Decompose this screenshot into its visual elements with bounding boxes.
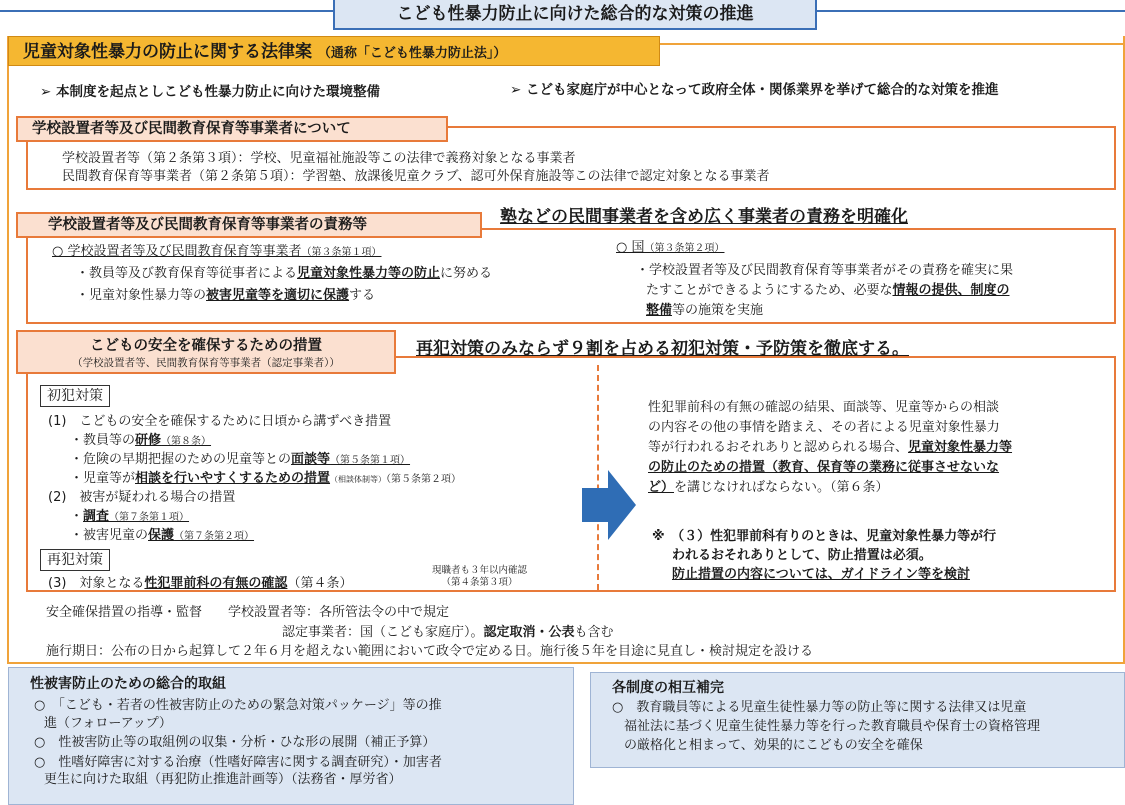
measure-note-1: ※ （３）性犯罪前科有りのときは、児童対象性暴力等が行 xyxy=(652,529,997,544)
measure-2b-a: ・被害児童の xyxy=(70,528,149,543)
measure-3-note xyxy=(432,565,527,589)
bottom-left-item-1: ○ 「こども・若者の性被害防止のための緊急対策パッケージ」等の推 xyxy=(34,698,442,713)
duty-right-line-3-a: 整備 xyxy=(646,303,673,318)
bottom-left-item-3-cont: 更生に向けた取組（再犯防止推進計画等）（法務省・厚労省） xyxy=(44,772,402,787)
measure-right-line-5-a: ど） xyxy=(648,480,675,495)
duty-left-line-1-c: に努める xyxy=(440,266,493,281)
section3-banner: 再犯対策のみならず９割を占める初犯対策・予防策を徹底する。 xyxy=(416,339,909,359)
measure-right-line-5-b: を講じなければならない。（第６条） xyxy=(674,480,889,495)
measure-1c xyxy=(70,470,461,489)
bottom-left-heading: 性被害防止のための総合的取組 xyxy=(30,676,226,692)
measure-3-note-2: （第４条第３項） xyxy=(441,577,518,588)
supervision-line-2-a: 認定事業者：国（こども家庭庁）。 xyxy=(282,625,484,640)
measure-1c-c: （相談体制等） xyxy=(330,475,387,484)
measure-right-line-5 xyxy=(648,478,1012,498)
duty-left-title xyxy=(52,243,381,262)
bottom-right-item-1-cont-1: 福祉法に基づく児童生徒性暴力等を行った教育職員や保育士の資格管理 xyxy=(624,719,1041,734)
duty-left-line-1-a: ・教員等及び教育保育等従事者による xyxy=(76,266,298,281)
measure-1c-a: ・児童等が xyxy=(70,471,136,486)
duty-left-title-ref: （第３条第１項） xyxy=(301,247,382,258)
section3-heading: こどもの安全を確保するための措置 xyxy=(90,338,322,354)
measure-1a-c: （第８条） xyxy=(161,436,212,447)
duty-left-line-2-b: 被害児童等を適切に保護 xyxy=(206,288,350,303)
section2-banner: 塾などの民間事業者を含め広く事業者の責務を明確化 xyxy=(500,207,908,227)
law-title xyxy=(8,36,660,66)
measure-1a-b: 研修 xyxy=(135,433,162,448)
measure-note-3: 防止措置の内容については、ガイドライン等を検討 xyxy=(672,567,970,582)
bottom-left-list xyxy=(34,697,442,789)
measure-1b xyxy=(70,451,410,470)
duty-left-line-2-a: ・児童対象性暴力等の xyxy=(76,288,207,303)
measure-1b-a: ・危険の早期把握のための児童等との xyxy=(70,452,292,467)
measure-right-line-4: の防止のための措置（教育、保育等の業務に従事させないな xyxy=(648,460,1000,475)
law-alias: （通称「こども性暴力防止法」） xyxy=(317,46,507,61)
effective-date: 施行期日：公布の日から起算して２年６月を超えない範囲において政令で定める日。施行後５年を目途に見直し・検討規定を設ける xyxy=(46,644,814,659)
bottom-left-item-1-cont: 進（フォローアップ） xyxy=(44,715,172,731)
measure-3-b: 性犯罪前科の有無の確認 xyxy=(144,576,288,591)
measure-2a-c: （第７条第１項） xyxy=(109,512,190,523)
point-2: ➢ こども家庭庁が中心となって政府全体・関係業界を挙げて総合的な対策を推進 xyxy=(510,82,999,98)
measure-right-line-3 xyxy=(648,438,1012,458)
reoffense-label: 再犯対策 xyxy=(40,549,110,571)
measure-2a: ・調査（第７条第１項） xyxy=(70,509,190,524)
duty-right-title xyxy=(616,239,724,258)
section3-heading-box xyxy=(16,330,396,374)
measure-note-2: われるおそれありとして、防止措置は必須。 xyxy=(672,548,932,563)
supervision-line-2 xyxy=(282,624,614,642)
measure-2a-b: 調査 xyxy=(83,509,110,524)
measure-1b-c: （第５条第１項） xyxy=(330,455,411,466)
duty-right-line-3 xyxy=(646,302,763,320)
section1-line-1: 学校設置者等（第２条第３項）：学校、児童福祉施設等この法律で義務対象となる事業者 xyxy=(62,151,576,166)
measure-1a xyxy=(70,432,211,451)
bottom-right-item-1: ○ 教育職員等による児童生徒性暴力等の防止等に関する法律又は児童 xyxy=(612,700,1027,715)
section1-heading: 学校設置者等及び民間教育保育等事業者について xyxy=(16,116,448,142)
duty-left-title-text: ○ 学校設置者等及び民間教育保育等事業者 xyxy=(52,244,302,259)
measure-2b-b: 保護 xyxy=(148,528,175,543)
measure-3 xyxy=(48,575,352,593)
duty-left-line-2 xyxy=(76,287,375,305)
measure-3-note-1: 現職者も３年以内確認 xyxy=(432,565,528,576)
point-1: ➢ 本制度を起点としこども性暴力防止に向けた環境整備 xyxy=(40,84,381,100)
section1-line-2: 民間教育保育等事業者（第２条第５項）：学習塾、放課後児童クラブ、認可外保育施設等この法律で認定対象となる事業者 xyxy=(62,169,770,184)
bottom-right-item-1-cont-2: の厳格化と相まって、効果的にこどもの安全を確保 xyxy=(624,738,923,753)
duty-right-line-2-b: 情報の提供、制度の xyxy=(892,283,1010,298)
duty-right-line-3-b: 等の施策を実施 xyxy=(672,303,764,318)
measure-right-line-1: 性犯罪前科の有無の確認の結果、面談等、児童等からの相談 xyxy=(648,400,1000,415)
measure-1c-b: 相談を行いやすくするための措置 xyxy=(135,471,331,486)
duty-right-line-2 xyxy=(646,282,1010,300)
section2-heading: 学校設置者等及び民間教育保育等事業者の責務等 xyxy=(16,212,482,238)
section3-subheading: （学校設置者等、民間教育保育等事業者（認定事業者）） xyxy=(72,357,340,369)
measure-right-line-3-b: 児童対象性暴力等 xyxy=(908,440,1013,455)
right-arrow-icon xyxy=(582,470,636,540)
measure-1c-d: （第５条第２項） xyxy=(386,474,462,485)
measure-2b xyxy=(70,527,254,546)
page-title: こども性暴力防止に向けた総合的な対策の推進 xyxy=(333,0,817,30)
duty-right-title-ref: （第３条第２項） xyxy=(644,243,725,254)
measure-1a-a: ・教員等の xyxy=(70,433,136,448)
measure-1b-b: 面談等 xyxy=(291,452,331,467)
bottom-left-item-2: ○ 性被害防止等の取組例の収集・分析・ひな形の展開（補正予算） xyxy=(34,735,436,750)
duty-left-line-1-b: 児童対象性暴力等の防止 xyxy=(297,266,441,281)
duty-right-title-text: ○ 国 xyxy=(616,240,645,255)
supervision-line-2-b: 認定取消・公表 xyxy=(483,625,575,640)
measure-1: (1) こどもの安全を確保するために日頃から講ずべき措置 xyxy=(48,414,392,429)
bottom-left-item-3: ○ 性嗜好障害に対する治療（性嗜好障害に関する調査研究）・加害者 xyxy=(34,754,442,770)
bottom-right-heading: 各制度の相互補完 xyxy=(612,680,724,696)
supervision-line-1: 安全確保措置の指導・監督 学校設置者等：各所管法令の中で規定 xyxy=(46,605,450,620)
duty-right-line-1: ・学校設置者等及び民間教育保育等事業者がその責務を確実に果 xyxy=(636,263,1014,278)
law-name: 児童対象性暴力の防止に関する法律案 xyxy=(23,42,312,62)
measure-note xyxy=(652,527,996,584)
measure-3-a: (3) 対象となる xyxy=(48,576,145,591)
measure-right-text xyxy=(648,398,1012,498)
duty-left-line-2-c: する xyxy=(349,288,376,303)
measure-right-line-3-a: 等が行われるおそれありと認められる場合、 xyxy=(648,440,909,455)
measure-3-c: （第４条） xyxy=(287,576,353,591)
duty-right-line-2-a: たすことができるようにするため、必要な xyxy=(646,283,893,298)
measure-right-line-2: の内容その他の事情を踏まえ、その者による児童対象性暴力 xyxy=(648,420,1000,435)
bottom-right-list xyxy=(612,698,1040,755)
initial-offense-label: 初犯対策 xyxy=(40,385,110,407)
duty-left-line-1 xyxy=(76,265,492,283)
measure-2: (2) 被害が疑われる場合の措置 xyxy=(48,490,236,505)
supervision-line-2-c: も含む xyxy=(574,625,614,640)
measure-2b-c: （第７条第２項） xyxy=(174,531,255,542)
